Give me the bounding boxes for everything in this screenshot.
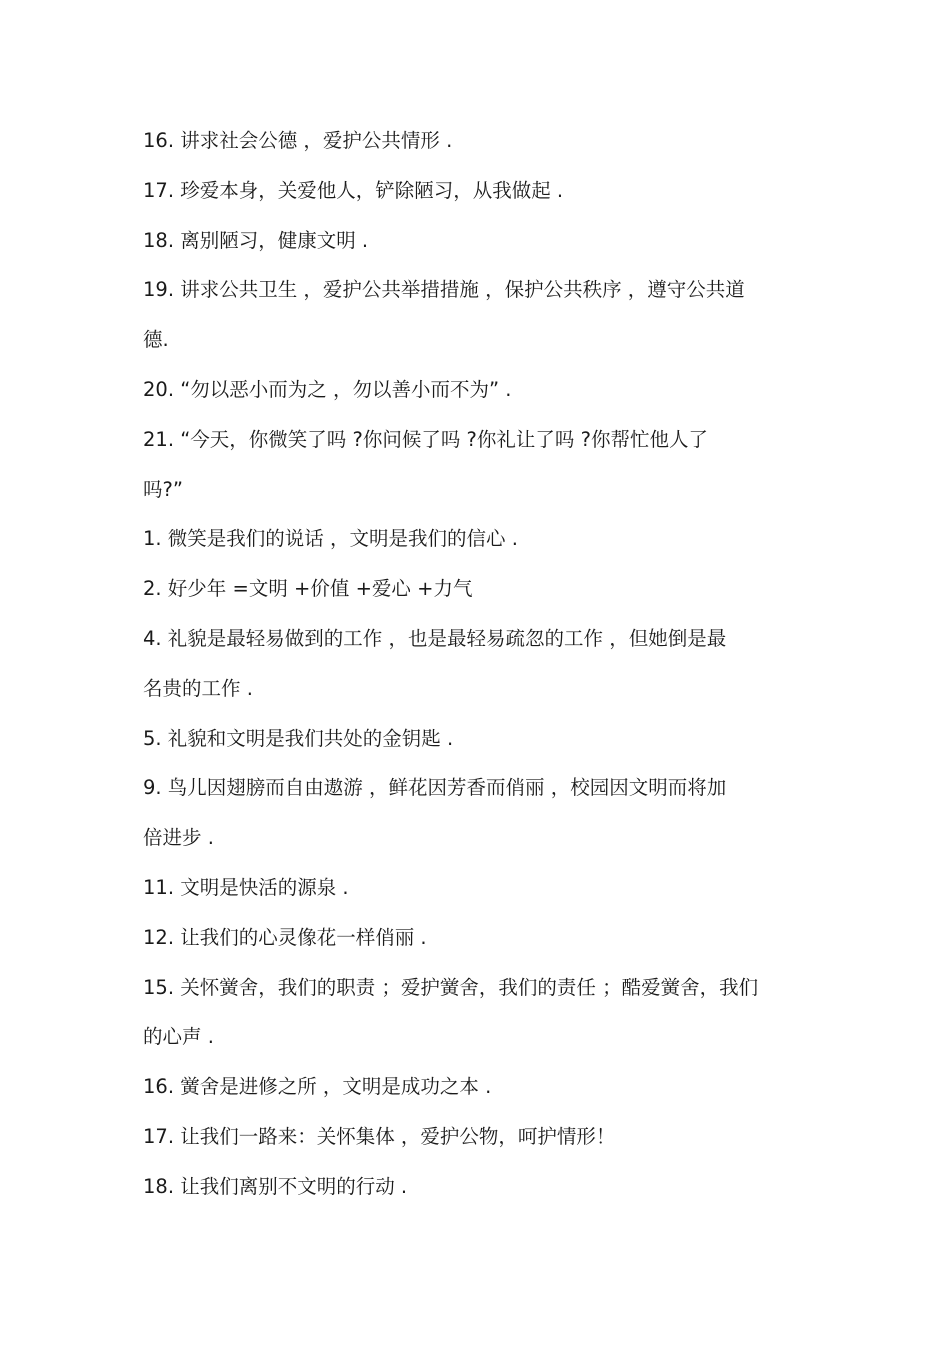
text-line: 5. 礼貌和文明是我们共处的金钥匙 . — [143, 726, 454, 750]
text-line: 16. 黉舍是进修之所 ，文明是成功之本 . — [143, 1075, 492, 1099]
text-line: 18. 离别陋习，健康文明 . — [143, 228, 369, 252]
text-line: 15. 关怀黉舍，我们的职责 ；爱护黉舍，我们的责任 ；酷爱黉舍，我们 — [143, 975, 759, 999]
text-line: 11. 文明是快活的源泉 . — [143, 875, 349, 899]
text-line: 吗?” — [143, 477, 183, 501]
text-line: 12. 让我们的心灵像花一样俏丽 . — [143, 925, 427, 949]
text-line: 德. — [143, 328, 169, 352]
text-line: 16. 讲求社会公德 ，爱护公共情形 . — [143, 129, 453, 152]
text-line: 20. “勿以恶小而为之 ，勿以善小而不为” . — [143, 377, 512, 401]
text-line: 1. 微笑是我们的说话 ，文明是我们的信心 . — [143, 527, 518, 551]
text-line: 倍进步 . — [143, 826, 214, 850]
text-line: 名贵的工作 . — [143, 676, 253, 700]
text-line: 9. 鸟儿因翅膀而自由遨游 ，鲜花因芳香而俏丽 ，校园因文明而将加 — [143, 776, 727, 800]
text-line: 17. 珍爱本身，关爱他人，铲除陋习，从我做起 . — [143, 178, 564, 202]
document-body — [143, 116, 808, 1212]
text-line: 18. 让我们离别不文明的行动 . — [143, 1174, 408, 1198]
text-line: 的心声 . — [143, 1025, 214, 1049]
text-line: 4. 礼貌是最轻易做到的工作 ，也是最轻易疏忽的工作 ，但她倒是最 — [143, 626, 727, 650]
text-line: 2. 好少年 =文明 +价值 +爱心 +力气 — [143, 577, 473, 601]
text-line: 17. 让我们一路来：关怀集体 ，爱护公物，呵护情形！ — [143, 1124, 616, 1148]
text-line: 19. 讲求公共卫生 ，爱护公共举措措施 ，保护公共秩序 ，遵守公共道 — [143, 278, 745, 302]
text-line: 21. “今天，你微笑了吗 ?你问候了吗 ?你礼让了吗 ?你帮忙他人了 — [143, 427, 708, 451]
